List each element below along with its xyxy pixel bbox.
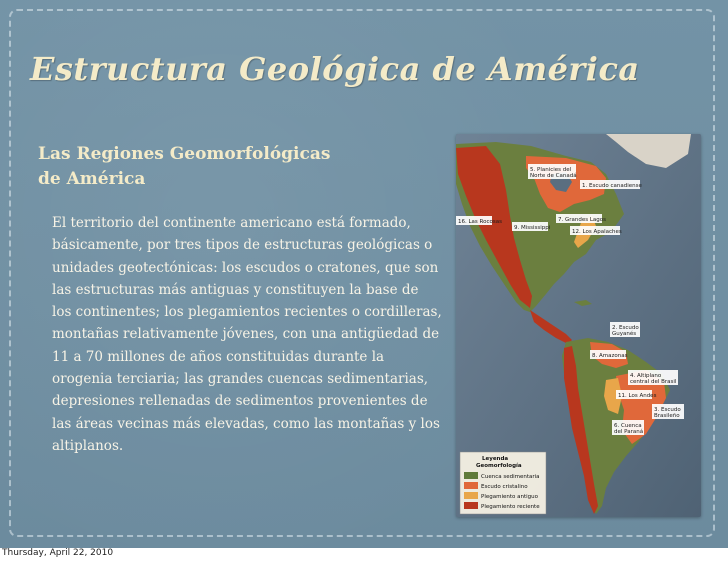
svg-text:central del Brasil: central del Brasil [630,379,677,385]
map-label-8 [590,350,628,359]
svg-text:Norte de Canadá: Norte de Canadá [530,173,577,179]
svg-text:12. Los Apalaches: 12. Los Apalaches [572,229,622,235]
legend-swatch [464,502,478,509]
footer-date: Thursday, April 22, 2010 [2,548,114,558]
legend-label: Escudo cristalino [481,484,528,490]
map-graphic [456,134,701,517]
footer-bar [0,548,728,561]
geomorphology-map [456,134,701,517]
map-label-11 [616,390,657,399]
map-label-4 [628,370,678,385]
map-label-1 [580,180,642,189]
svg-text:Guyanés: Guyanés [612,331,637,337]
svg-text:8. Amazonas: 8. Amazonas [592,353,628,359]
subtitle-line-1: Las Regiones Geomorfológicas [38,144,331,164]
svg-text:1. Escudo canadiense: 1. Escudo canadiense [582,183,642,189]
legend-title: Leyenda [482,456,509,462]
body-paragraph: El territorio del continente americano está formado, básicamente, por tres tipos de estructuras geológicas o unidades geotectónicas: los escudos o cratones, que son las estructuras más antiguas y constituyen la base de los continentes; los plegamientos recientes o cordilleras, montañas relativamente jóvenes, con una antigüedad de 11 a 70 millones de años constituidas durante la orogenia terciaria; las grandes cuencas sedimentarias, depresiones rellenadas de sedimentos provenientes de las áreas vecinas más elevadas, como las montañas y los altiplanos. [52,215,442,454]
svg-text:5. Planicies del: 5. Planicies del [530,167,572,173]
svg-text:9. Mississippi: 9. Mississippi [514,225,551,231]
slide-subtitle [38,142,368,192]
legend-label: Plegamiento reciente [481,504,540,510]
map-legend [460,452,546,514]
map-label-6 [612,420,644,435]
svg-text:7. Grandes Lagos: 7. Grandes Lagos [558,217,607,223]
svg-text:4. Altiplano: 4. Altiplano [630,373,662,379]
map-label-3 [652,404,684,419]
map-label-7 [556,214,606,223]
legend-swatch [464,482,478,489]
svg-text:6. Cuenca: 6. Cuenca [614,423,642,429]
svg-text:3. Escudo: 3. Escudo [654,407,681,413]
slide-title: Estructura Geológica de América [30,50,640,88]
svg-text:11. Los Andes: 11. Los Andes [618,393,657,399]
legend-swatch [464,492,478,499]
map-label-12 [570,226,622,235]
map-label-2 [610,322,640,337]
legend-subtitle: Geomorfología [476,463,522,469]
legend-label: Cuenca sedimentaria [481,474,540,480]
svg-text:Brasileño: Brasileño [654,413,680,419]
subtitle-line-2: de América [38,169,146,189]
legend-swatch [464,472,478,479]
svg-text:del Paraná: del Paraná [614,429,644,435]
map-label-5 [528,164,577,179]
map-label-9 [512,222,551,231]
svg-text:2. Escudo: 2. Escudo [612,325,639,331]
legend-label: Plegamiento antiguo [481,494,538,500]
svg-text:16. Las Rocosas: 16. Las Rocosas [458,219,502,225]
